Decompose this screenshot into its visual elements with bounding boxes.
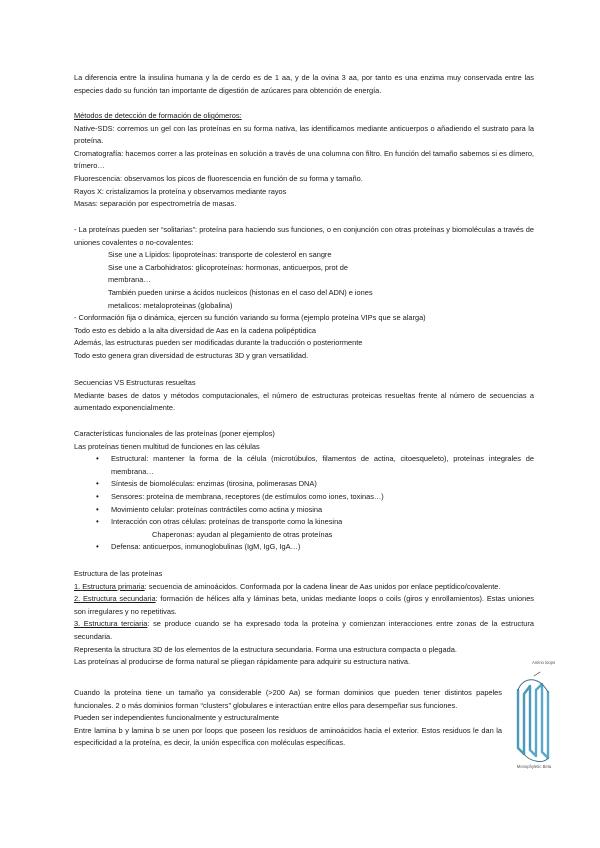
- estructura-secundaria-num: 2.: [74, 594, 81, 604]
- estructura-terciaria-text: : se produce cuando se ha expresado toda la proteína y comienzan interacciones entre zonas de la estructura secundaria.: [74, 619, 534, 641]
- solitarias-after-2: Además, las estructuras pueden ser modificadas durante la traducción o posteriormente: [74, 338, 363, 348]
- method-fluorescencia: Fluorescencia: observamos los picos de fluorescencia en función de su forma y tamaño.: [74, 173, 363, 183]
- funcion-chaperonas: Chaperonas: ayudan al plegamiento de otras proteínas: [152, 529, 333, 539]
- method-cromatografia: Cromatografía: hacemos correr a las proteínas en solución a través de una columna con filtro. En función del tamaño sabemos si es dímero, trímero…: [74, 148, 534, 171]
- solitarias-carbohidratos: Sise une a Carbohidratos: glicoproteínas: hormonas, anticuerpos, prot de: [108, 262, 348, 272]
- intro-text: La diferencia entre la insulina humana y la de cerdo es de 1 aa, y de la ovina 3 aa, por tanto es una enzima muy conservada entre las especies dado su función tan importante de digestión de azúcares para obtención de energía.: [74, 73, 534, 95]
- estructura-heading: Estructura de las proteínas: [74, 569, 163, 578]
- solitarias-after-1: Todo esto es debido a la alta diversidad de Aas en la cadena polipéptidica: [74, 325, 317, 335]
- method-native-sds: Native-SDS: corremos un gel con las proteínas en su forma nativa, las identificamos mediante anticuerpos o añadiendo el sustrato para la proteína.: [74, 123, 534, 146]
- figure-label-top: Amino loops: [532, 660, 556, 665]
- secuencias-section: [74, 377, 534, 415]
- method-masas: Masas: separación por espectrometría de masas.: [74, 199, 237, 209]
- solitarias-intro: - La proteínas pueden ser “solitarias”: proteína para haciendo sus funciones, o en conjunción con otras proteínas y biomoléculas a través de uniones covalentes o no-covalentes:: [74, 225, 534, 247]
- figure-label-bottom: Monophyletic Beta: [516, 764, 552, 769]
- lamina-text: Entre lamina b y lamina b se unen por loops que poseen los residuos de aminoácidos hacia el exterior. Estos residuos le dan la especificidad a la proteína, es decir, la unión específica con moléculas específicas.: [74, 725, 502, 748]
- solitarias-conformacion: - Conformación fija o dinámica, ejercen su función variando su forma (ejemplo proteína VIPs que se alarga): [74, 313, 426, 323]
- funcion-movimiento: • Movimiento celular: proteínas contráctiles como actina y miosina: [102, 504, 534, 517]
- estructura-primaria: [74, 581, 534, 594]
- independientes-text: Pueden ser independientes funcionalmente y estructuralmente: [74, 713, 280, 723]
- estructura-secundaria-label: Estructura secundaria: [82, 594, 156, 604]
- secuencias-heading: Secuencias VS Estructuras resueltas: [74, 378, 196, 387]
- dominios-section: [74, 687, 502, 750]
- caracteristicas-heading: Características funcionales de las proteínas (poner ejemplos): [74, 429, 275, 438]
- estructura-primaria-text: : secuencia de aminoácidos. Conformada por la cadena linear de Aas unidos por enlace peptídico/covalente.: [144, 581, 501, 591]
- funcion-sintesis: • Síntesis de biomoléculas: enzimas (tirosina, polimerasas DNA): [102, 478, 534, 491]
- estructura-terciaria: [74, 618, 534, 643]
- estructura-terciaria-label: Estructura terciaria: [83, 619, 148, 629]
- caracteristicas-section: [74, 428, 534, 554]
- solitarias-nucleicos: También pueden unirse a ácidos nucleicos (histonas en el caso del ADN) e iones: [108, 287, 373, 297]
- method-rayos-x: Rayos X: cristalizamos la proteína y observamos mediante rayos: [74, 186, 287, 196]
- solitarias-after-3: Todo esto genera gran diversidad de estructuras 3D y gran versatilidad.: [74, 350, 309, 360]
- funcion-defensa: • Defensa: anticuerpos, inmunoglobulinas (IgM, IgG, IgA…): [102, 541, 534, 554]
- secuencias-text: Mediante bases de datos y métodos computacionales, el número de estructuras proteicas resueltas frente al número de secuencias a aumentado exponencialmente.: [74, 390, 534, 413]
- funcion-sensores: • Sensores: proteína de membrana, receptores (de estímulos como iones, toxinas…): [102, 491, 534, 504]
- funcion-estructural: • Estructural: mantener la forma de la célula (microtúbulos, filamentos de actina, citoesqueleto), proteínas integrales de membrana…: [102, 453, 534, 478]
- estructura-secundaria: [74, 593, 534, 618]
- caracteristicas-sub: Las proteínas tienen multitud de funciones en las células: [74, 441, 260, 451]
- estructura-line-1: Representa la structura 3D de los elementos de la estructura secundaria. Forma una estructura compacta o plegada.: [74, 644, 457, 654]
- methods-section: [74, 110, 534, 211]
- solitarias-membrana: membrana…: [108, 275, 151, 285]
- solitarias-lipidos: Sise une a Lípidos: lipoproteínas: transporte de colesterol en sangre: [108, 250, 332, 260]
- solitarias-metalicos: metalicos: metaloproteinas (globalina): [108, 300, 233, 310]
- solitarias-section: [74, 224, 534, 363]
- estructura-secundaria-text: : formación de hélices alfa y láminas beta, unidas mediante loops o coils (giros y enrollamientos). Estas uniones son irregulares y no repetitivas.: [74, 594, 535, 616]
- funciones-list: [74, 453, 534, 554]
- estructura-line-2: Las proteínas al producirse de forma natural se pliegan rápidamente para adquirir su estructura nativa.: [74, 657, 411, 667]
- estructura-primaria-label: Estructura primaria: [82, 581, 145, 591]
- methods-heading: Métodos de detección de formación de oligómeros:: [74, 111, 242, 120]
- estructura-terciaria-num: 3.: [74, 619, 81, 629]
- protein-ribbon-figure: [510, 660, 558, 770]
- intro-paragraph: [74, 72, 534, 97]
- dominios-text: Cuando la proteína tiene un tamaño ya considerable (>200 Aa) se forman dominios que pueden tener distintos papeles funcionales. 2 o más dominios forman “clusters” globulares e interactúan entre ellos para desempeñar sus funciones.: [74, 688, 502, 710]
- beta-barrel-icon: [510, 670, 558, 766]
- estructura-section: [74, 568, 534, 669]
- estructura-primaria-num: 1.: [74, 581, 81, 591]
- funcion-interaccion: • Interacción con otras células: proteínas de transporte como la kinesina: [102, 516, 534, 529]
